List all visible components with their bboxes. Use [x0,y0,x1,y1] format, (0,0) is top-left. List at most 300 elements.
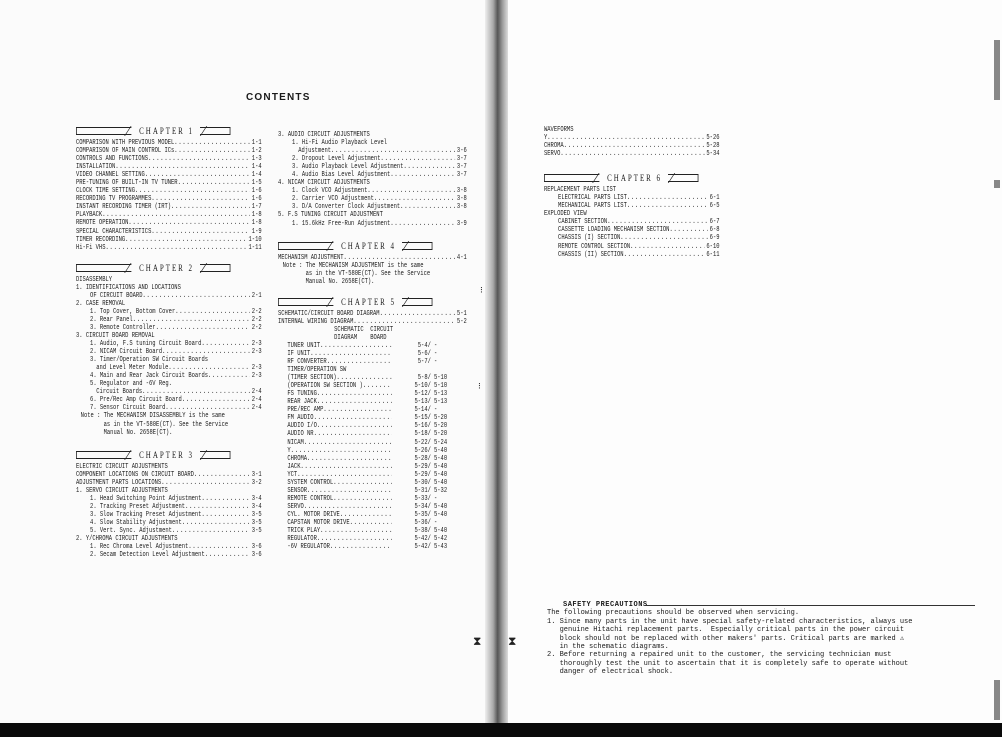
diagram-name: NICAM [287,438,304,447]
toc-entry[interactable] [76,244,262,252]
leader-dots [105,244,246,252]
diagram-name: RF CONVERTER [287,358,327,367]
diagram-row[interactable] [278,374,467,382]
toc-entry[interactable] [544,243,720,251]
chapter-title: CHAPTER 2 [139,262,194,273]
safety-heading: SAFETY PRECAUTIONS [563,601,648,609]
leader-dots [145,171,250,179]
contents-column-3 [544,126,720,259]
toc-entry-title: 4. Slow Stability Adjustment [90,518,182,527]
diagram-row[interactable] [278,398,467,406]
spacer [278,286,467,292]
toc-entry-title: COMPONENT LOCATIONS ON CIRCUIT BOARD [76,470,194,479]
slash-separator: / [427,502,431,511]
schematic-page: 5-4 [417,341,428,350]
toc-entry-title: INSTALLATION [76,163,116,172]
toc-entry-title: CHASSIS (I) SECTION [558,234,621,243]
toc-entry[interactable] [76,300,262,308]
board-page: 5-32 [434,486,448,495]
leader-dots [607,218,708,226]
toc-entry[interactable] [544,194,720,202]
schematic-page: 5-36 [414,518,428,527]
leader-dots [330,543,392,551]
slash-separator: / [427,438,431,447]
toc-entry[interactable] [278,310,467,318]
toc-entry[interactable] [544,202,720,210]
binding-hole-icon: ⧗ [508,634,517,648]
board-page: - [434,341,438,350]
toc-entry[interactable] [278,211,467,219]
slash-separator: / [427,486,431,495]
diagram-row[interactable] [278,358,467,366]
schematic-page: 5-8 [417,374,428,383]
toc-page-number: 2-3 [251,348,262,357]
leader-dots [353,318,455,326]
toc-entry[interactable] [278,203,467,211]
diagram-row[interactable] [278,366,467,374]
schematic-page: 5-18 [414,430,428,439]
diagram-row[interactable] [278,471,467,479]
toc-page-number: 3-5 [251,510,262,519]
diagram-name: REMOTE CONTROL [287,494,334,503]
toc-entry-title: 3. Timer/Operation SW Circuit Boards [90,356,209,365]
safety-line: danger of electrical shock. [547,668,674,677]
chapter-title: CHAPTER 4 [341,240,396,251]
toc-entry[interactable] [76,479,262,487]
toc-entry[interactable] [76,284,262,292]
leader-dots [403,163,455,171]
toc-entry[interactable] [278,171,467,179]
safety-text [547,609,975,676]
slash-separator: / [427,349,431,358]
board-page: 5-10 [434,374,448,383]
toc-entry[interactable] [76,503,262,511]
diagram-name: TIMER/OPERATION SW [287,366,347,375]
toc-entry-title: REMOTE CONTROL SECTION [558,242,631,251]
diagram-row[interactable] [278,455,467,463]
toc-entry-title: 1. Audio, F.S tuning Circuit Board [90,340,202,349]
chapter-title: CHAPTER 5 [341,296,396,307]
toc-entry[interactable] [76,551,262,559]
toc-entry[interactable] [76,236,262,244]
toc-entry[interactable] [76,543,262,551]
toc-entry[interactable] [76,356,262,364]
toc-entry[interactable] [76,396,262,404]
leader-dots [185,503,250,511]
leader-dots [162,348,250,356]
chapter-title: CHAPTER 6 [607,173,662,184]
note-line [76,421,262,429]
schematic-page: 5-34 [414,502,428,511]
toc-entry[interactable] [544,218,720,226]
diagram-row[interactable] [278,406,467,414]
toc-entry[interactable] [278,155,467,163]
leader-dots [168,364,250,372]
slash-separator: / [427,535,431,544]
toc-entry[interactable] [278,187,467,195]
note-line [278,262,467,270]
leader-dots [304,439,392,447]
schematic-page: 5-10 [414,382,428,391]
section-label-text: ELECTRIC CIRCUIT ADJUSTMENTS [76,462,168,471]
diagram-row[interactable] [278,350,467,358]
toc-entry[interactable] [76,364,262,372]
toc-page-number: 3-8 [456,187,467,196]
binding-hole-icon: ⁝ [478,382,481,392]
diagram-row[interactable] [278,414,467,422]
diagram-row[interactable] [278,390,467,398]
board-page: 5-20 [434,422,448,431]
board-page: 5-10 [434,382,448,391]
safety-line: genuine Hitachi replacement parts. Especially critical parts in the power circuit [547,626,905,635]
diagram-row[interactable] [278,495,467,503]
leader-dots [304,503,392,511]
toc-entry[interactable] [544,150,720,158]
board-page: - [434,518,438,527]
board-page: 5-13 [434,398,448,407]
leader-dots [380,310,456,318]
note-text: Manual No. 2658E(CT). [282,277,375,286]
toc-page-number: 1-6 [251,187,262,196]
toc-entry[interactable] [544,226,720,234]
toc-entry-title: 1. Head Switching Point Adjustment [90,494,202,503]
toc-page-number: 6-7 [709,218,720,227]
diagram-row[interactable] [278,487,467,495]
safety-line: 2. Before returning a repaired unit to the customer, the servicing technician must [547,651,892,660]
leader-dots [182,396,250,404]
leader-dots [300,463,391,471]
toc-entry[interactable] [76,195,262,203]
spacer [544,158,720,168]
toc-entry[interactable] [76,372,262,380]
spacer [76,437,262,445]
toc-entry[interactable] [76,219,262,227]
leader-dots [174,139,250,147]
toc-entry[interactable] [76,187,262,195]
toc-entry[interactable] [76,495,262,503]
diagram-row[interactable] [278,382,467,390]
toc-entry-title: 3. AUDIO CIRCUIT ADJUSTMENTS [278,131,370,139]
toc-entry-title: Y [544,134,548,143]
toc-entry-title: 2. NICAM Circuit Board [90,348,163,357]
diagram-name: CYL. MOTOR DRIVE [287,510,340,519]
diagram-row[interactable] [278,342,467,350]
toc-entry-title: 2. Dropout Level Adjustment [292,155,381,164]
chapter-frame-left [544,174,599,182]
leader-dots [400,203,455,211]
toc-page-number: 4-1 [456,253,467,262]
leader-dots [627,194,708,202]
toc-entry-title: ELECTRICAL PARTS LIST [558,194,627,203]
toc-entry[interactable] [544,234,720,242]
diagram-row[interactable] [278,479,467,487]
toc-entry[interactable] [544,210,720,218]
safety-line: The following precautions should be observed when servicing. [547,609,800,618]
toc-entry-title: 2. Tracking Preset Adjustment [90,502,186,511]
diagram-name: AUDIO I/O [287,422,317,431]
board-page: 5-13 [434,390,448,399]
section-label [544,126,720,134]
slash-separator: / [427,390,431,399]
leader-dots [381,155,456,163]
leader-dots [363,382,392,390]
note-text: as in the VT-580E(CT). See the Service [282,269,431,278]
slash-separator: / [427,478,431,487]
toc-page-number: 3-6 [251,543,262,552]
diagram-row[interactable] [278,503,467,511]
toc-entry[interactable] [278,139,467,147]
chapter-heading [278,240,467,252]
binding-hole-icon: ⁝ [480,286,483,296]
leader-dots [291,447,392,455]
toc-entry-title: MECHANICAL PARTS LIST [558,202,627,211]
toc-entry-title: Hi-Fi VHS [76,243,106,252]
diagram-name: FS TUNING [287,390,317,399]
toc-page-number: 2-2 [251,307,262,316]
slash-separator: / [427,358,431,367]
toc-entry[interactable] [544,134,720,142]
toc-entry[interactable] [76,380,262,388]
toc-page-number: 3-6 [251,551,262,560]
diagram-row[interactable] [278,439,467,447]
toc-entry-title: 7. Sensor Circuit Board [90,404,166,413]
toc-entry[interactable] [76,324,262,332]
slash-separator: / [427,341,431,350]
toc-entry[interactable] [278,195,467,203]
leader-dots [344,254,456,262]
board-page: - [434,494,438,503]
toc-page-number: 1-5 [251,179,262,188]
leader-dots [205,551,251,559]
toc-entry[interactable] [278,220,467,228]
leader-dots [161,479,250,487]
toc-entry-title: 2. Y/CHROMA CIRCUIT ADJUSTMENTS [76,535,178,544]
toc-entry[interactable] [76,332,262,340]
diagram-row[interactable] [278,543,467,551]
diagram-name: SYSTEM CONTROL [287,478,334,487]
chapter-frame-right [668,174,698,182]
toc-entry[interactable] [76,404,262,412]
toc-entry-title: 2. Carrier VCO Adjustment [292,195,374,204]
toc-entry[interactable] [544,142,720,150]
toc-page-number: 3-2 [251,478,262,487]
toc-entry-title: RECORDING TV PROGRAMMES [76,195,152,204]
diagram-row[interactable] [278,430,467,438]
diagram-name: SERVO [287,502,304,511]
chapter-frame-left [76,451,131,459]
toc-page-number: 1-3 [251,155,262,164]
schematic-page: 5-26 [414,446,428,455]
schematic-page: 5-7 [417,358,428,367]
toc-entry-title: REMOTE OPERATION [76,219,129,228]
toc-entry[interactable] [278,131,467,139]
diagram-name: -6V REGULATOR [287,543,330,552]
diagram-name: CAPSTAN MOTOR DRIVE [287,518,350,527]
toc-entry[interactable] [76,308,262,316]
leader-dots [547,134,705,142]
diagram-column-header: DIAGRAM BOARD [334,333,387,342]
toc-entry[interactable] [544,186,720,194]
chapter-title: CHAPTER 3 [139,449,194,460]
toc-page-number: 5-28 [706,142,720,151]
diagram-name: SENSOR [287,486,308,495]
toc-entry-title: 5. F.S TUNING CIRCUIT ADJUSTMENT [278,211,383,220]
slash-separator: / [427,374,431,383]
slash-separator: / [427,454,431,463]
toc-entry[interactable] [76,316,262,324]
note-line [278,278,467,286]
toc-entry[interactable] [278,179,467,187]
toc-page-number: 3-8 [456,195,467,204]
slash-separator: / [427,398,431,407]
slash-separator: / [427,527,431,536]
toc-entry[interactable] [76,211,262,219]
toc-page-number: 1-8 [251,211,262,220]
leader-dots [310,350,391,358]
note-line [278,270,467,278]
toc-entry[interactable] [76,471,262,479]
toc-entry[interactable] [278,318,467,326]
diagram-name: TRICK PLAY [287,527,321,536]
toc-entry-title: 3. Slow Tracking Preset Adjustment [90,510,202,519]
toc-entry-title: 1. 15.6kHz Free-Run Adjustment [292,219,391,228]
board-page: - [434,358,438,367]
schematic-page: 5-6 [417,349,428,358]
toc-entry[interactable] [76,171,262,179]
leader-dots [560,150,704,158]
toc-page-number: 3-6 [456,147,467,156]
toc-page-number: 2-3 [251,372,262,381]
diagram-column-header: SCHEMATIC CIRCUIT [334,325,394,334]
toc-entry-title: 2. Rear Panel [90,315,133,324]
board-page: 5-40 [434,470,448,479]
toc-entry[interactable] [76,155,262,163]
note-line [76,429,262,437]
leader-dots [323,406,391,414]
toc-entry[interactable] [76,139,262,147]
section-label-text: DISASSEMBLY [76,275,113,284]
board-page: 5-40 [434,510,448,519]
leader-dots [133,316,251,324]
toc-entry[interactable] [76,511,262,519]
toc-entry-title: 2. CASE REMOVAL [76,299,126,308]
toc-entry-title: 3. CIRCUIT BOARD REMOVAL [76,331,155,340]
contents-column-1 [76,121,262,559]
toc-page-number: 1-4 [251,163,262,172]
leader-dots [174,147,250,155]
toc-page-number: 2-4 [251,396,262,405]
toc-entry-title: CABINET SECTION [558,218,608,227]
leader-dots [367,187,455,195]
leader-dots [194,471,250,479]
leader-dots [317,390,392,398]
slash-separator: / [427,462,431,471]
toc-entry[interactable] [76,292,262,300]
scan-edge-noise [994,40,1000,100]
diagram-row[interactable] [278,422,467,430]
toc-page-number: 6-8 [709,226,720,235]
leader-dots [102,211,250,219]
schematic-page: 5-12 [414,390,428,399]
leader-dots [669,226,708,234]
leader-dots [307,455,392,463]
chapter-title: CHAPTER 1 [139,125,194,136]
toc-page-number: 3-7 [456,155,467,164]
toc-entry-title: ADJUSTMENT PARTS LOCATIONS [76,478,162,487]
toc-entry-title: CONTROLS AND FUNCTIONS [76,155,149,164]
board-page: 5-40 [434,454,448,463]
diagram-name: FM AUDIO [287,414,314,423]
toc-entry-title: INSTANT RECORDING TIMER (IRT) [76,203,172,212]
diagram-row[interactable] [278,447,467,455]
toc-entry-title: 5. Vert. Sync. Adjustment [90,526,172,535]
toc-page-number: 6-9 [709,234,720,243]
diagram-row[interactable] [278,511,467,519]
diagram-row[interactable] [278,463,467,471]
leader-dots [307,487,392,495]
board-page: 5-40 [434,462,448,471]
diagram-row[interactable] [278,519,467,527]
slash-separator: / [427,543,431,552]
board-page: 5-20 [434,430,448,439]
toc-entry-title: OF CIRCUIT BOARD [90,291,143,300]
toc-entry[interactable] [278,147,467,155]
toc-page-number: 2-2 [251,323,262,332]
leader-dots [331,147,455,155]
toc-entry[interactable] [278,254,467,262]
toc-entry-title: SCHEMATIC/CIRCUIT BOARD DIAGRAM [278,309,380,318]
diagram-name: AUDIO NR [287,430,314,439]
chapter-frame-right [200,451,230,459]
toc-entry[interactable] [76,388,262,396]
spacer [278,228,467,236]
toc-entry-title: 3. Audio Playback Level Adjustment [292,163,404,172]
toc-entry[interactable] [76,203,262,211]
toc-entry[interactable] [76,147,262,155]
toc-entry[interactable] [76,340,262,348]
toc-page-number: 3-4 [251,502,262,511]
leader-dots [115,163,250,171]
section-label [76,276,262,284]
chapter-heading [76,125,262,137]
toc-entry[interactable] [76,487,262,495]
leader-dots [630,243,705,251]
diagram-row[interactable] [278,535,467,543]
toc-entry[interactable] [76,163,262,171]
chapter-heading [76,449,262,461]
toc-entry-title: 4. Main and Rear Jack Circuit Boards [90,372,209,381]
toc-entry-title: TIMER RECORDING [76,235,126,244]
toc-entry[interactable] [278,163,467,171]
diagram-name: CHROMA [287,454,308,463]
toc-entry[interactable] [76,348,262,356]
toc-entry[interactable] [76,179,262,187]
leader-dots [151,195,250,203]
toc-entry[interactable] [76,519,262,527]
toc-entry[interactable] [544,251,720,259]
toc-entry-title: COMPARISON WITH PREVIOUS MODEL [76,139,175,147]
toc-entry-title: REPLACEMENT PARTS LIST [544,186,617,195]
diagram-row[interactable] [278,527,467,535]
page-title: CONTENTS [246,92,311,103]
toc-entry[interactable] [76,228,262,236]
toc-page-number: 1-4 [251,171,262,180]
schematic-page: 5-30 [414,478,428,487]
leader-dots [188,543,250,551]
toc-entry[interactable] [76,535,262,543]
board-page: 5-42 [434,535,448,544]
toc-entry[interactable] [76,527,262,535]
